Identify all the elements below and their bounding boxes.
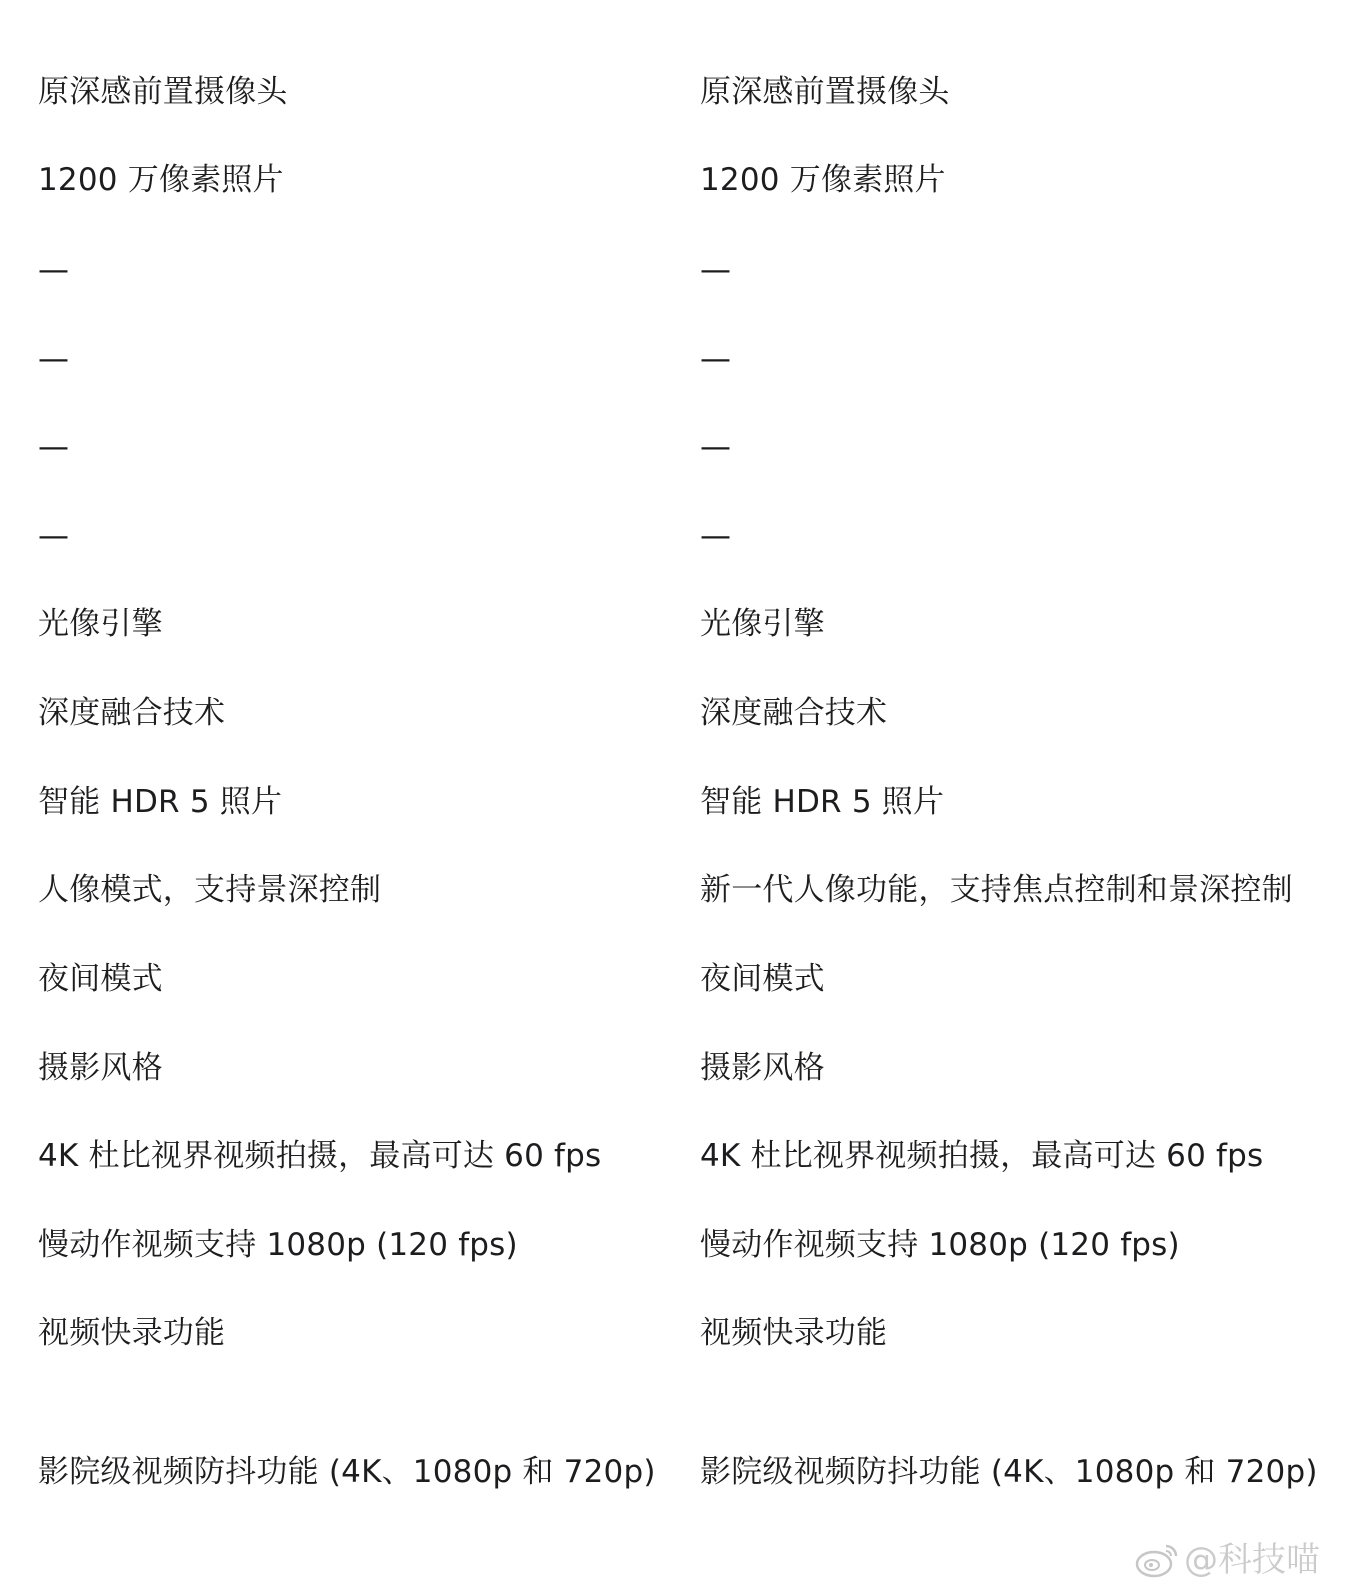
spec-item: 4K 杜比视界视频拍摄，最高可达 60 fps [700,1138,1264,1174]
spec-item: 慢动作视频支持 1080p (120 fps) [38,1227,518,1263]
spec-item-dash: — [38,341,70,377]
spec-item: 原深感前置摄像头 [38,74,288,110]
spec-item-dash: — [700,518,732,554]
spec-item: 智能 HDR 5 照片 [38,784,283,820]
spec-item-dash: — [38,518,70,554]
spec-item: 光像引擎 [700,606,825,642]
spec-item-dash: — [38,429,70,465]
spec-item-dash: — [700,429,732,465]
spec-item: 人像模式，支持景深控制 [38,872,382,908]
spec-item: 摄影风格 [38,1050,163,1086]
spec-item: 原深感前置摄像头 [700,74,950,110]
spec-item: 光像引擎 [38,606,163,642]
spec-item: 1200 万像素照片 [38,162,284,198]
watermark-text: @科技喵 [1184,1540,1320,1580]
spec-item: 影院级视频防抖功能 (4K、1080p 和 720p) [38,1454,656,1490]
spec-item-dash: — [700,252,732,288]
spec-item: 夜间模式 [38,961,163,997]
spec-item-dash: — [38,252,70,288]
weibo-logo-icon [1134,1540,1180,1580]
spec-item: 新一代人像功能，支持焦点控制和景深控制 [700,872,1293,908]
spec-item: 智能 HDR 5 照片 [700,784,945,820]
spec-item: 视频快录功能 [700,1315,888,1351]
watermark [1134,1540,1320,1580]
spec-item: 夜间模式 [700,961,825,997]
spec-item-dash: — [700,341,732,377]
spec-item: 视频快录功能 [38,1315,226,1351]
spec-item: 慢动作视频支持 1080p (120 fps) [700,1227,1180,1263]
spec-item: 深度融合技术 [38,695,226,731]
spec-item: 4K 杜比视界视频拍摄，最高可达 60 fps [38,1138,602,1174]
spec-item: 1200 万像素照片 [700,162,946,198]
spec-item: 影院级视频防抖功能 (4K、1080p 和 720p) [700,1454,1318,1490]
spec-item: 摄影风格 [700,1050,825,1086]
spec-item: 深度融合技术 [700,695,888,731]
